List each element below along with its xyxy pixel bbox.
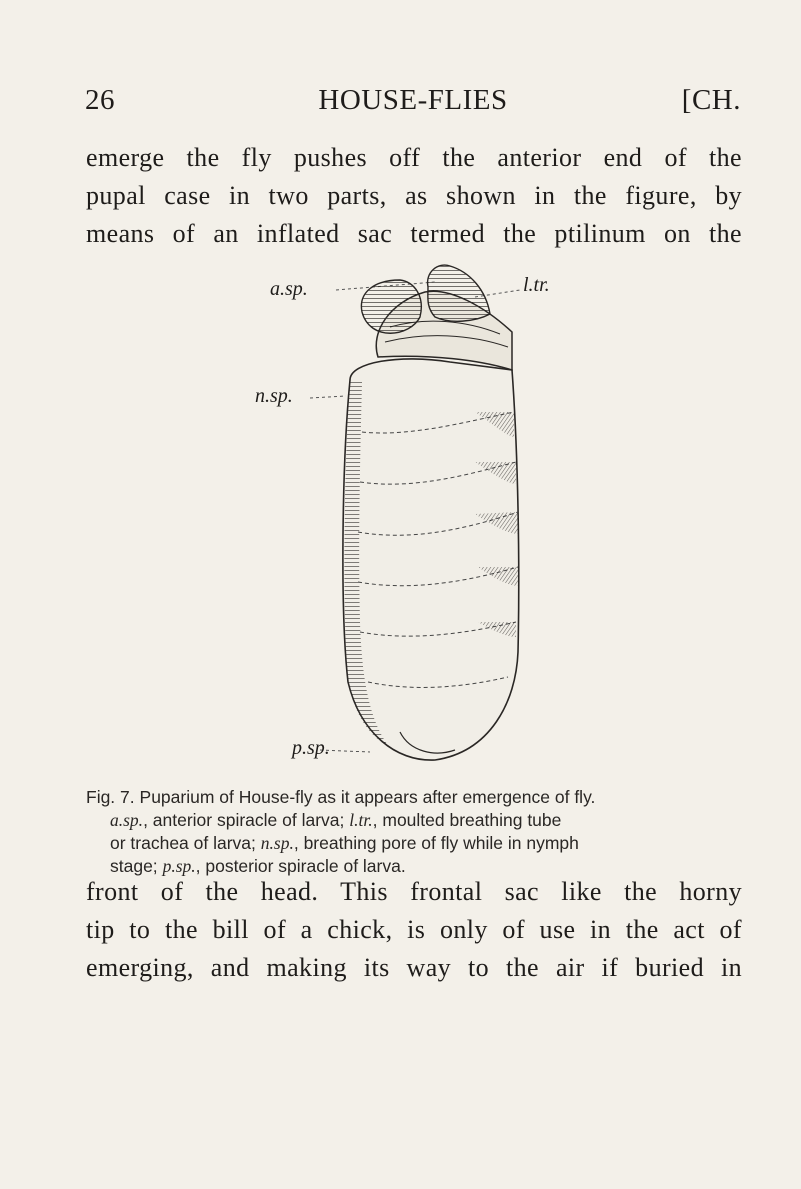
puparium-illustration [250, 262, 580, 782]
leader-nsp [310, 396, 346, 398]
paragraph-bottom [86, 873, 742, 987]
caption-term: l.tr. [349, 810, 373, 830]
text-line: emerge the fly pushes off the anterior end of the [86, 143, 742, 172]
caption-text: or trachea of larva; [110, 833, 256, 853]
chapter-mark: [CH. [681, 84, 741, 116]
caption-text: , breathing pore of fly while in nymph [293, 833, 579, 853]
text-line: emerging, and making its way to the air if buried in [86, 953, 742, 982]
running-head [85, 84, 741, 124]
caption-line [86, 809, 742, 832]
label-ltr: l.tr. [523, 274, 550, 296]
figure-caption [86, 786, 742, 878]
text-line: front of the head. This frontal sac like the horny [86, 877, 742, 906]
label-asp: a.sp. [270, 278, 308, 300]
label-psp: p.sp. [292, 737, 330, 759]
caption-line [86, 786, 742, 809]
running-title: HOUSE-FLIES [318, 84, 508, 116]
puparium-figure [250, 262, 580, 782]
caption-text: , posterior spiracle of larva. [195, 856, 406, 876]
caption-term: p.sp. [162, 856, 196, 876]
label-nsp: n.sp. [255, 385, 293, 407]
caption-line [86, 832, 742, 855]
anterior-cap-dark [428, 265, 490, 321]
page-number: 26 [85, 84, 115, 116]
text-line: pupal case in two parts, as shown in the figure, by [86, 181, 742, 210]
caption-text: stage; [110, 856, 158, 876]
text-line: tip to the bill of a chick, is only of use in the act of [86, 915, 742, 944]
figure-number: Fig. 7. [86, 787, 135, 807]
caption-term: n.sp. [260, 833, 294, 853]
text-line: means of an inflated sac termed the ptilinum on the [86, 219, 742, 248]
caption-text: , anterior spiracle of larva; [143, 810, 345, 830]
caption-term: a.sp. [110, 810, 144, 830]
caption-title: Puparium of House-fly as it appears after emergence of fly. [139, 787, 596, 807]
left-fragment [361, 280, 421, 333]
caption-text: , moulted breathing tube [372, 810, 562, 830]
paragraph-top [86, 139, 742, 253]
